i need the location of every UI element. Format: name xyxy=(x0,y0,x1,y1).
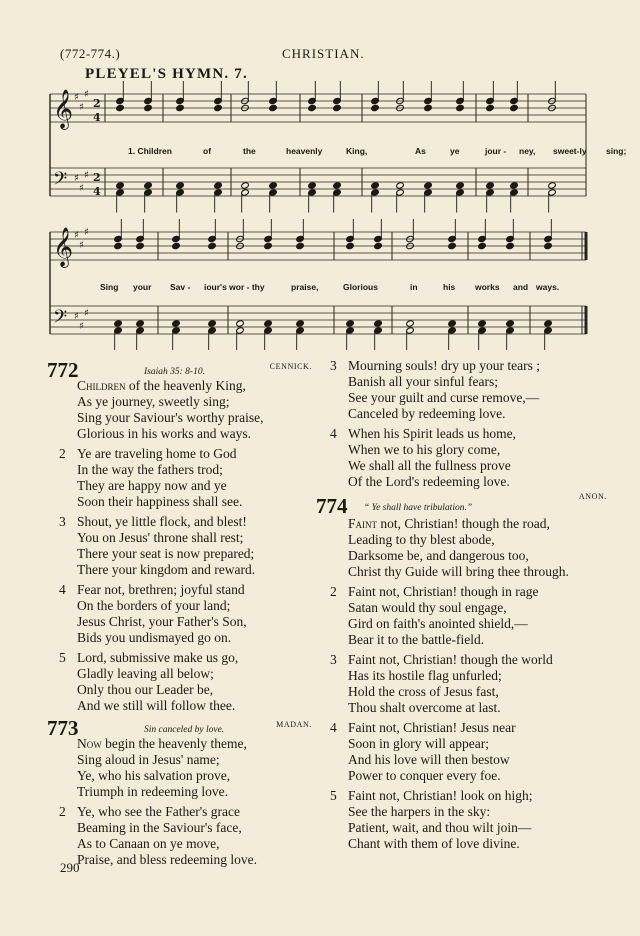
svg-text:♯: ♯ xyxy=(79,240,84,251)
verse-line: Has its hostile flag unfurled; xyxy=(348,668,502,683)
scripture-reference: Isaiah 35: 8-10. xyxy=(144,367,205,377)
lyric-syllable: jour - xyxy=(485,146,507,156)
lyric-syllable: As xyxy=(415,146,426,156)
verse-line: Leading to thy blest abode, xyxy=(348,532,495,547)
verse-line: Banish all your sinful fears; xyxy=(348,374,498,389)
svg-text:♯: ♯ xyxy=(79,321,84,332)
verse-line: Praise, and bless redeeming love. xyxy=(77,852,257,867)
verse-line: Children of the heavenly King, xyxy=(77,378,246,393)
verse-line: Gird on faith's anointed shield,— xyxy=(348,616,528,631)
stanza-number: 3 xyxy=(330,652,337,667)
hymn-range-header: (772-774.) xyxy=(60,46,121,61)
svg-text:𝄞: 𝄞 xyxy=(53,89,74,129)
scripture-reference: “ Ye shall have tribulation.” xyxy=(364,503,473,513)
verse-line: Chant with them of love divine. xyxy=(348,836,520,851)
verse-line: Now begin the heavenly theme, xyxy=(77,736,247,751)
stanza-number: 2 xyxy=(330,584,337,599)
svg-text:2: 2 xyxy=(93,171,101,184)
tune-title: PLEYEL'S HYMN. 7. xyxy=(85,66,248,82)
verse-line: And we still will follow thee. xyxy=(77,698,236,713)
lyric-syllable: praise, xyxy=(291,282,319,292)
verse-line: Soon in glory will appear; xyxy=(348,736,489,751)
stanza-number: 4 xyxy=(330,720,337,735)
verse-line: And his love will then bestow xyxy=(348,752,510,767)
music-score xyxy=(0,0,640,350)
lyric-syllable: Sing xyxy=(100,282,119,292)
verse-line: In the way the fathers trod; xyxy=(77,462,223,477)
page-number: 290 xyxy=(60,860,80,875)
hymn-author: MADAN. xyxy=(276,720,312,729)
svg-text:♯: ♯ xyxy=(84,227,89,238)
verse-line: You on Jesus' throne shall rest; xyxy=(77,530,244,545)
lyric-syllable: and xyxy=(513,282,529,292)
hymn-author: CENNICK. xyxy=(269,362,312,371)
verse-line: Faint not, Christian! though the world xyxy=(348,652,553,667)
verse-line: Christ thy Guide will bring thee through. xyxy=(348,564,569,579)
stanza-number: 4 xyxy=(59,582,66,597)
verse-line: Shout, ye little flock, and blest! xyxy=(77,514,247,529)
verse-line: Ye, who his salvation prove, xyxy=(77,768,231,783)
verse-line: Glorious in his works and ways. xyxy=(77,426,251,441)
verse-line: Hold the cross of Jesus fast, xyxy=(348,684,499,699)
stanza xyxy=(318,426,583,490)
verse-line: Sing aloud in Jesus' name; xyxy=(77,752,220,767)
svg-text:♯: ♯ xyxy=(79,102,84,113)
lyric-syllable: in xyxy=(410,282,418,292)
hymn-author: ANON. xyxy=(578,492,607,501)
verse-line: As ye journey, sweetly sing; xyxy=(77,394,230,409)
stanza xyxy=(47,650,312,714)
lyric-syllable: 1. Children xyxy=(128,146,172,156)
verse-line: Of the Lord's redeeming love. xyxy=(348,474,510,489)
verse-line: Canceled by redeeming love. xyxy=(348,406,506,421)
stanza xyxy=(318,720,583,784)
verse-line: Beaming in the Saviour's face, xyxy=(77,820,242,835)
verse-line: Faint not, Christian! Jesus near xyxy=(348,720,516,735)
hymn-stanzas xyxy=(47,378,312,714)
stanza xyxy=(318,358,583,422)
hymn-number: 772 xyxy=(47,358,79,382)
stanza xyxy=(47,378,312,442)
hymn-stanzas xyxy=(318,358,583,490)
lyric-syllable: ways. xyxy=(536,282,560,292)
verse-line: Bids you undismayed go on. xyxy=(77,630,232,645)
svg-text:2: 2 xyxy=(93,97,101,110)
verse-line: Sing your Saviour's worthy praise, xyxy=(77,410,264,425)
svg-text:♯: ♯ xyxy=(74,311,79,322)
stanza-number: 5 xyxy=(330,788,337,803)
lyric-syllable: iour's wor - thy xyxy=(204,282,265,292)
verse-line: On the borders of your land; xyxy=(77,598,231,613)
svg-text:𝄢: 𝄢 xyxy=(53,307,68,332)
verse-line: Faint not, Christian! though in rage xyxy=(348,584,539,599)
hymn-stanzas xyxy=(47,736,312,868)
verse-line: They are happy now and ye xyxy=(77,478,227,493)
stanza-number: 5 xyxy=(59,650,66,665)
stanza xyxy=(47,514,312,578)
svg-text:♯: ♯ xyxy=(84,89,89,100)
verse-line: Patient, wait, and thou wilt join— xyxy=(348,820,532,835)
hymn-number: 773 xyxy=(47,716,79,740)
hymn-773 xyxy=(47,716,312,868)
verse-line: Satan would thy soul engage, xyxy=(348,600,507,615)
lyric-syllable: ye xyxy=(450,146,460,156)
lyric-syllable: ney, xyxy=(519,146,536,156)
verse-line: Soon their happiness shall see. xyxy=(77,494,243,509)
stanza xyxy=(318,788,583,852)
verse-line: There your kingdom and reward. xyxy=(77,562,256,577)
music-notes xyxy=(114,81,560,350)
lyric-syllable: works xyxy=(475,282,500,292)
verse-line: There your seat is now prepared; xyxy=(77,546,255,561)
hymn-774 xyxy=(316,492,607,852)
verse-line: Fear not, brethren; joyful stand xyxy=(77,582,245,597)
hymn-number: 774 xyxy=(316,494,348,518)
right-column xyxy=(316,358,607,856)
verse-line: Faint not, Christian! though the road, xyxy=(348,516,550,531)
staff-lines xyxy=(50,89,586,334)
left-column xyxy=(47,358,312,872)
lyric-syllable: King, xyxy=(346,146,368,156)
verse-line: Lord, submissive make us go, xyxy=(77,650,239,665)
verse-line: Ye are traveling home to God xyxy=(77,446,237,461)
svg-text:𝄢: 𝄢 xyxy=(53,169,68,194)
verse-line: Triumph in redeeming love. xyxy=(77,784,228,799)
verse-line: Jesus Christ, your Father's Son, xyxy=(77,614,247,629)
scripture-reference: Sin canceled by love. xyxy=(144,725,225,735)
stanza xyxy=(47,446,312,510)
svg-text:♯: ♯ xyxy=(74,173,79,184)
verse-line: When his Spirit leads us home, xyxy=(348,426,516,441)
stanza xyxy=(47,804,312,868)
stanza-number: 3 xyxy=(330,358,337,373)
stanza-number: 2 xyxy=(59,446,66,461)
lyric-syllable: the xyxy=(243,146,256,156)
svg-text:♯: ♯ xyxy=(84,308,89,319)
svg-text:♯: ♯ xyxy=(79,183,84,194)
stanza-number: 3 xyxy=(59,514,66,529)
verse-line: Thou shalt overcome at last. xyxy=(348,700,501,715)
hymn-773-continued xyxy=(318,358,583,490)
stanza xyxy=(47,582,312,646)
lyric-syllable: of xyxy=(203,146,212,156)
stanza-number: 4 xyxy=(330,426,337,441)
verse-line: Mourning souls! dry up your tears ; xyxy=(348,358,540,373)
lyric-syllable: sing; xyxy=(606,146,627,156)
verse-line: See your guilt and curse remove,— xyxy=(348,390,540,405)
stanza xyxy=(318,516,583,580)
verse-line: Faint not, Christian! look on high; xyxy=(348,788,533,803)
verse-line: Gladly leaving all below; xyxy=(77,666,214,681)
verse-line: Ye, who see the Father's grace xyxy=(77,804,241,819)
svg-text:♯: ♯ xyxy=(74,92,79,103)
svg-text:𝄞: 𝄞 xyxy=(53,227,74,267)
stanza xyxy=(318,652,583,716)
verse-line: Darksome be, and dangerous too, xyxy=(348,548,529,563)
svg-text:4: 4 xyxy=(93,111,101,124)
lyric-syllable: his xyxy=(443,282,456,292)
svg-text:♯: ♯ xyxy=(84,170,89,181)
lyric-syllable: sweet-ly xyxy=(553,146,587,156)
verse-line: As to Canaan on ye move, xyxy=(77,836,220,851)
svg-text:4: 4 xyxy=(93,185,101,198)
hymn-772 xyxy=(47,358,312,714)
verse-line: We shall all the fullness prove xyxy=(348,458,511,473)
lyric-syllable: your xyxy=(133,282,152,292)
stanza xyxy=(47,736,312,800)
section-header: CHRISTIAN. xyxy=(282,46,365,61)
verse-line: See the harpers in the sky: xyxy=(348,804,491,819)
stanza xyxy=(318,584,583,648)
hymn-stanzas xyxy=(318,516,583,852)
svg-text:♯: ♯ xyxy=(74,230,79,241)
lyric-syllable: heavenly xyxy=(286,146,323,156)
lyric-syllable: Glorious xyxy=(343,282,378,292)
verse-line: Only thou our Leader be, xyxy=(77,682,214,697)
stanza-number: 2 xyxy=(59,804,66,819)
lyric-syllable: Sav - xyxy=(170,282,191,292)
verse-line: Bear it to the battle-field. xyxy=(348,632,485,647)
verse-line: Power to conquer every foe. xyxy=(348,768,501,783)
verse-line: When we to his glory come, xyxy=(348,442,501,457)
